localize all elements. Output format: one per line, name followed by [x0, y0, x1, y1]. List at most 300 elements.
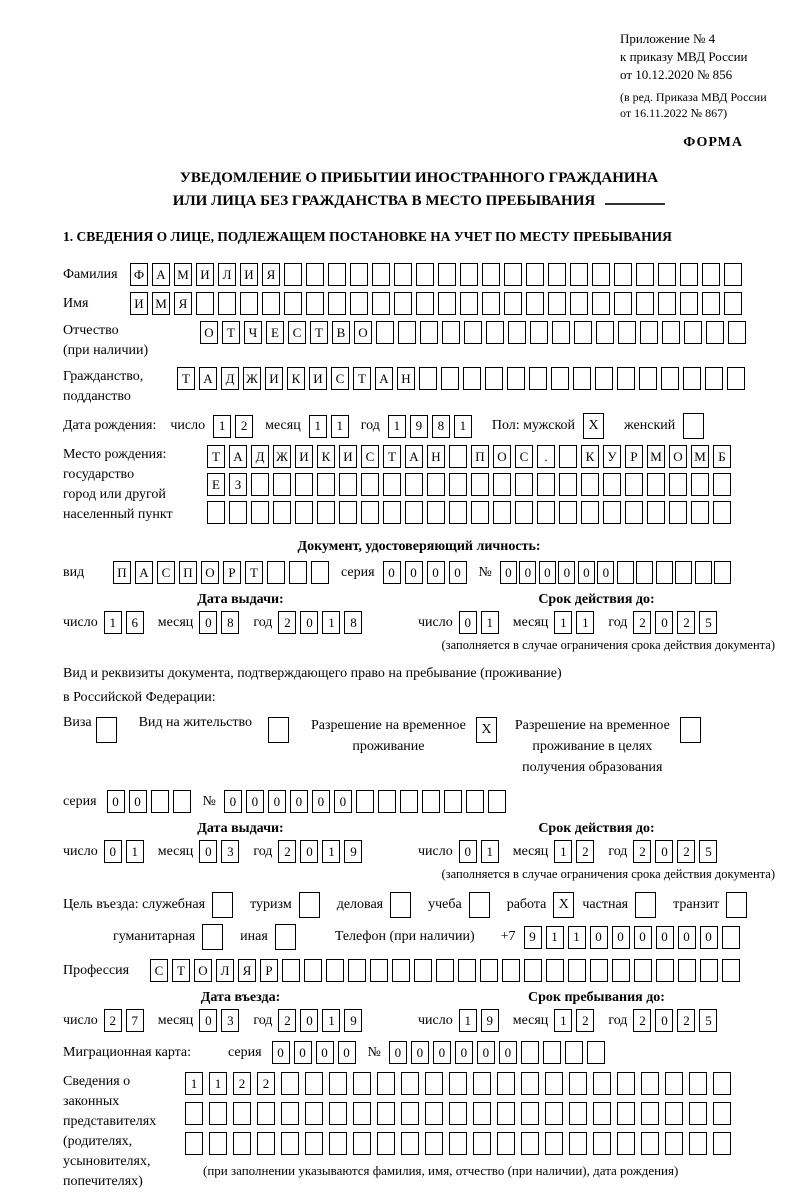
char-box[interactable]	[449, 445, 467, 468]
char-box[interactable]	[268, 717, 289, 743]
char-box[interactable]	[353, 1102, 371, 1125]
char-box[interactable]	[548, 263, 566, 286]
char-box[interactable]: К	[581, 445, 599, 468]
char-box[interactable]	[392, 959, 410, 982]
char-box[interactable]	[471, 501, 489, 524]
char-box[interactable]: Т	[207, 445, 225, 468]
char-box[interactable]	[569, 1132, 587, 1155]
visa-checkbox[interactable]	[96, 717, 121, 743]
char-box[interactable]	[233, 1132, 251, 1155]
char-box[interactable]	[691, 501, 709, 524]
char-box[interactable]	[251, 473, 269, 496]
surname-boxes[interactable]	[130, 263, 746, 286]
char-box[interactable]: 2	[677, 840, 695, 863]
char-box[interactable]	[394, 292, 412, 315]
char-box[interactable]: 1	[568, 926, 586, 949]
char-box[interactable]	[370, 959, 388, 982]
char-box[interactable]	[635, 892, 656, 918]
char-box[interactable]	[678, 959, 696, 982]
char-box[interactable]	[587, 1041, 605, 1064]
char-box[interactable]: Е	[266, 321, 284, 344]
char-box[interactable]: 0	[655, 611, 673, 634]
char-box[interactable]	[545, 1132, 563, 1155]
char-box[interactable]: 1	[459, 1009, 477, 1032]
char-box[interactable]: 0	[411, 1041, 429, 1064]
char-box[interactable]	[419, 367, 437, 390]
char-box[interactable]	[207, 501, 225, 524]
char-box[interactable]	[306, 263, 324, 286]
char-box[interactable]: П	[113, 561, 131, 584]
char-box[interactable]	[680, 292, 698, 315]
res-number-boxes[interactable]	[224, 790, 510, 813]
char-box[interactable]	[469, 892, 490, 918]
res-issue-year-boxes[interactable]	[278, 840, 366, 863]
char-box[interactable]: X	[476, 717, 497, 743]
char-box[interactable]	[463, 367, 481, 390]
char-box[interactable]: 2	[576, 1009, 594, 1032]
char-box[interactable]	[573, 367, 591, 390]
char-box[interactable]: 0	[433, 1041, 451, 1064]
stay-day-boxes[interactable]	[459, 1009, 503, 1032]
char-box[interactable]	[372, 292, 390, 315]
char-box[interactable]: 8	[344, 611, 362, 634]
char-box[interactable]	[442, 321, 460, 344]
char-box[interactable]	[545, 1102, 563, 1125]
char-box[interactable]: 2	[677, 1009, 695, 1032]
char-box[interactable]	[521, 1132, 539, 1155]
char-box[interactable]: Л	[218, 263, 236, 286]
char-box[interactable]: 1	[331, 415, 349, 438]
char-box[interactable]: 0	[519, 561, 536, 584]
char-box[interactable]	[438, 292, 456, 315]
entry-day-boxes[interactable]	[104, 1009, 148, 1032]
char-box[interactable]: 0	[199, 1009, 217, 1032]
temp-permit-checkbox[interactable]	[476, 717, 501, 743]
char-box[interactable]	[427, 501, 445, 524]
char-box[interactable]	[683, 367, 701, 390]
char-box[interactable]: О	[194, 959, 212, 982]
char-box[interactable]: 0	[597, 561, 614, 584]
char-box[interactable]	[559, 445, 577, 468]
char-box[interactable]	[361, 473, 379, 496]
sex-male-checkbox[interactable]	[583, 413, 608, 439]
char-box[interactable]: Т	[177, 367, 195, 390]
char-box[interactable]	[728, 321, 746, 344]
char-box[interactable]: Т	[245, 561, 263, 584]
char-box[interactable]	[617, 561, 634, 584]
char-box[interactable]	[568, 959, 586, 982]
char-box[interactable]	[317, 473, 335, 496]
res-issue-month-boxes[interactable]	[199, 840, 243, 863]
name-boxes[interactable]	[130, 292, 746, 315]
char-box[interactable]	[504, 292, 522, 315]
char-box[interactable]	[329, 1132, 347, 1155]
char-box[interactable]	[473, 1132, 491, 1155]
char-box[interactable]	[593, 1132, 611, 1155]
char-box[interactable]: 9	[481, 1009, 499, 1032]
char-box[interactable]: 2	[633, 840, 651, 863]
char-box[interactable]	[625, 473, 643, 496]
char-box[interactable]: Е	[207, 473, 225, 496]
char-box[interactable]: 0	[383, 561, 401, 584]
char-box[interactable]	[218, 292, 236, 315]
char-box[interactable]: 0	[389, 1041, 407, 1064]
purpose-study-checkbox[interactable]	[469, 892, 494, 918]
purpose-tourism-checkbox[interactable]	[299, 892, 324, 918]
char-box[interactable]: 1	[454, 415, 472, 438]
char-box[interactable]: 0	[455, 1041, 473, 1064]
char-box[interactable]	[257, 1132, 275, 1155]
char-box[interactable]	[273, 473, 291, 496]
char-box[interactable]	[537, 473, 555, 496]
citizenship-boxes[interactable]	[177, 367, 749, 390]
char-box[interactable]	[521, 1102, 539, 1125]
char-box[interactable]	[427, 473, 445, 496]
char-box[interactable]: 1	[209, 1072, 227, 1095]
char-box[interactable]	[515, 501, 533, 524]
char-box[interactable]	[441, 367, 459, 390]
char-box[interactable]	[295, 473, 313, 496]
char-box[interactable]	[592, 263, 610, 286]
char-box[interactable]	[497, 1102, 515, 1125]
char-box[interactable]	[617, 1102, 635, 1125]
char-box[interactable]	[669, 473, 687, 496]
char-box[interactable]: Т	[353, 367, 371, 390]
char-box[interactable]: Л	[216, 959, 234, 982]
char-box[interactable]: 0	[272, 1041, 290, 1064]
char-box[interactable]: В	[332, 321, 350, 344]
char-box[interactable]	[376, 321, 394, 344]
char-box[interactable]	[684, 321, 702, 344]
char-box[interactable]	[329, 1102, 347, 1125]
doc-type-boxes[interactable]	[113, 561, 333, 584]
char-box[interactable]	[569, 1102, 587, 1125]
char-box[interactable]: 1	[481, 611, 499, 634]
mig-number-boxes[interactable]	[389, 1041, 609, 1064]
purpose-business-checkbox[interactable]	[390, 892, 415, 918]
char-box[interactable]	[383, 473, 401, 496]
char-box[interactable]: А	[405, 445, 423, 468]
char-box[interactable]: Р	[625, 445, 643, 468]
char-box[interactable]	[449, 501, 467, 524]
birth-month-boxes[interactable]	[309, 415, 353, 438]
char-box[interactable]: 1	[213, 415, 231, 438]
char-box[interactable]: З	[229, 473, 247, 496]
char-box[interactable]	[449, 1102, 467, 1125]
char-box[interactable]: Б	[713, 445, 731, 468]
phone-boxes[interactable]	[524, 926, 744, 949]
char-box[interactable]	[422, 790, 440, 813]
char-box[interactable]: 0	[338, 1041, 356, 1064]
char-box[interactable]	[617, 1132, 635, 1155]
char-box[interactable]: 1	[554, 611, 572, 634]
char-box[interactable]	[552, 321, 570, 344]
char-box[interactable]	[405, 501, 423, 524]
char-box[interactable]: Ч	[244, 321, 262, 344]
res-series-boxes[interactable]	[107, 790, 195, 813]
char-box[interactable]	[647, 473, 665, 496]
char-box[interactable]: Н	[427, 445, 445, 468]
char-box[interactable]	[488, 790, 506, 813]
char-box[interactable]	[537, 501, 555, 524]
char-box[interactable]: М	[691, 445, 709, 468]
char-box[interactable]	[656, 959, 674, 982]
representatives-line-3[interactable]	[185, 1132, 737, 1155]
char-box[interactable]: 0	[334, 790, 352, 813]
char-box[interactable]	[438, 263, 456, 286]
char-box[interactable]	[713, 1102, 731, 1125]
char-box[interactable]	[603, 501, 621, 524]
char-box[interactable]	[460, 292, 478, 315]
char-box[interactable]	[317, 501, 335, 524]
char-box[interactable]	[401, 1072, 419, 1095]
char-box[interactable]: Я	[174, 292, 192, 315]
char-box[interactable]: О	[493, 445, 511, 468]
char-box[interactable]	[521, 1072, 539, 1095]
char-box[interactable]	[464, 321, 482, 344]
char-box[interactable]	[458, 959, 476, 982]
doc-series-boxes[interactable]	[383, 561, 471, 584]
char-box[interactable]	[339, 501, 357, 524]
char-box[interactable]	[714, 561, 731, 584]
char-box[interactable]: Р	[260, 959, 278, 982]
char-box[interactable]	[665, 1132, 683, 1155]
char-box[interactable]	[311, 561, 329, 584]
char-box[interactable]	[350, 263, 368, 286]
char-box[interactable]	[185, 1132, 203, 1155]
char-box[interactable]	[466, 790, 484, 813]
char-box[interactable]	[722, 959, 740, 982]
char-box[interactable]	[262, 292, 280, 315]
char-box[interactable]: 1	[322, 1009, 340, 1032]
char-box[interactable]: О	[201, 561, 219, 584]
char-box[interactable]: 1	[104, 611, 122, 634]
char-box[interactable]	[305, 1072, 323, 1095]
char-box[interactable]	[377, 1132, 395, 1155]
res-valid-day-boxes[interactable]	[459, 840, 503, 863]
char-box[interactable]	[526, 263, 544, 286]
sex-female-checkbox[interactable]	[683, 413, 708, 439]
char-box[interactable]	[281, 1072, 299, 1095]
char-box[interactable]	[377, 1072, 395, 1095]
char-box[interactable]: 0	[268, 790, 286, 813]
doc-issue-month-boxes[interactable]	[199, 611, 243, 634]
char-box[interactable]	[647, 501, 665, 524]
char-box[interactable]: 0	[312, 790, 330, 813]
char-box[interactable]	[305, 1132, 323, 1155]
char-box[interactable]: А	[152, 263, 170, 286]
char-box[interactable]	[634, 959, 652, 982]
char-box[interactable]	[480, 959, 498, 982]
char-box[interactable]	[449, 1132, 467, 1155]
char-box[interactable]: А	[229, 445, 247, 468]
edu-permit-checkbox[interactable]	[680, 717, 705, 743]
purpose-private-checkbox[interactable]	[635, 892, 660, 918]
char-box[interactable]: 0	[246, 790, 264, 813]
char-box[interactable]	[284, 292, 302, 315]
char-box[interactable]: И	[295, 445, 313, 468]
char-box[interactable]: 2	[257, 1072, 275, 1095]
char-box[interactable]	[593, 1102, 611, 1125]
char-box[interactable]: Т	[310, 321, 328, 344]
char-box[interactable]	[641, 1102, 659, 1125]
char-box[interactable]	[390, 892, 411, 918]
char-box[interactable]: 0	[590, 926, 608, 949]
char-box[interactable]: А	[375, 367, 393, 390]
char-box[interactable]	[425, 1102, 443, 1125]
char-box[interactable]: 1	[388, 415, 406, 438]
char-box[interactable]	[471, 473, 489, 496]
char-box[interactable]: Т	[222, 321, 240, 344]
char-box[interactable]: 0	[224, 790, 242, 813]
char-box[interactable]	[625, 501, 643, 524]
char-box[interactable]: 2	[633, 611, 651, 634]
char-box[interactable]	[398, 321, 416, 344]
char-box[interactable]	[639, 367, 657, 390]
char-box[interactable]	[436, 959, 454, 982]
char-box[interactable]: 0	[300, 1009, 318, 1032]
char-box[interactable]: 0	[459, 840, 477, 863]
char-box[interactable]	[306, 292, 324, 315]
char-box[interactable]: 0	[199, 840, 217, 863]
residence-permit-checkbox[interactable]	[268, 717, 293, 743]
char-box[interactable]	[641, 1132, 659, 1155]
char-box[interactable]: Ф	[130, 263, 148, 286]
char-box[interactable]: О	[200, 321, 218, 344]
char-box[interactable]	[202, 924, 223, 950]
char-box[interactable]: И	[196, 263, 214, 286]
char-box[interactable]	[405, 473, 423, 496]
birth-place-line-1[interactable]	[207, 445, 735, 468]
char-box[interactable]	[665, 1102, 683, 1125]
char-box[interactable]: С	[361, 445, 379, 468]
char-box[interactable]	[482, 292, 500, 315]
char-box[interactable]: С	[515, 445, 533, 468]
doc-valid-day-boxes[interactable]	[459, 611, 503, 634]
char-box[interactable]	[486, 321, 504, 344]
char-box[interactable]: X	[553, 892, 574, 918]
char-box[interactable]: 8	[432, 415, 450, 438]
birth-day-boxes[interactable]	[213, 415, 257, 438]
char-box[interactable]	[640, 321, 658, 344]
char-box[interactable]	[529, 367, 547, 390]
char-box[interactable]	[353, 1132, 371, 1155]
char-box[interactable]: 1	[322, 611, 340, 634]
char-box[interactable]	[361, 501, 379, 524]
char-box[interactable]	[281, 1132, 299, 1155]
res-issue-day-boxes[interactable]	[104, 840, 148, 863]
char-box[interactable]: 3	[221, 840, 239, 863]
char-box[interactable]: 1	[185, 1072, 203, 1095]
char-box[interactable]: Д	[221, 367, 239, 390]
char-box[interactable]: 9	[344, 1009, 362, 1032]
char-box[interactable]: 0	[300, 611, 318, 634]
doc-valid-month-boxes[interactable]	[554, 611, 598, 634]
char-box[interactable]: 1	[554, 1009, 572, 1032]
char-box[interactable]	[521, 1041, 539, 1064]
char-box[interactable]	[661, 367, 679, 390]
char-box[interactable]	[353, 1072, 371, 1095]
char-box[interactable]: 9	[524, 926, 542, 949]
char-box[interactable]: 0	[405, 561, 423, 584]
char-box[interactable]	[502, 959, 520, 982]
char-box[interactable]	[284, 263, 302, 286]
char-box[interactable]: С	[157, 561, 175, 584]
char-box[interactable]	[504, 263, 522, 286]
char-box[interactable]	[548, 292, 566, 315]
char-box[interactable]: .	[537, 445, 555, 468]
char-box[interactable]	[328, 263, 346, 286]
char-box[interactable]	[416, 263, 434, 286]
entry-year-boxes[interactable]	[278, 1009, 366, 1032]
char-box[interactable]: И	[130, 292, 148, 315]
char-box[interactable]	[209, 1132, 227, 1155]
char-box[interactable]	[559, 473, 577, 496]
char-box[interactable]: С	[150, 959, 168, 982]
char-box[interactable]	[151, 790, 169, 813]
char-box[interactable]: 0	[500, 561, 517, 584]
char-box[interactable]	[683, 413, 704, 439]
char-box[interactable]: Ж	[243, 367, 261, 390]
char-box[interactable]	[595, 367, 613, 390]
char-box[interactable]: 1	[481, 840, 499, 863]
char-box[interactable]	[493, 501, 511, 524]
char-box[interactable]	[229, 501, 247, 524]
char-box[interactable]	[212, 892, 233, 918]
char-box[interactable]: А	[199, 367, 217, 390]
char-box[interactable]	[581, 501, 599, 524]
char-box[interactable]: 2	[633, 1009, 651, 1032]
char-box[interactable]	[282, 959, 300, 982]
char-box[interactable]	[662, 321, 680, 344]
char-box[interactable]	[328, 292, 346, 315]
char-box[interactable]	[689, 1102, 707, 1125]
char-box[interactable]: П	[179, 561, 197, 584]
purpose-humanitarian-checkbox[interactable]	[202, 924, 227, 950]
char-box[interactable]	[339, 473, 357, 496]
char-box[interactable]: 2	[235, 415, 253, 438]
char-box[interactable]	[299, 892, 320, 918]
char-box[interactable]: 6	[126, 611, 144, 634]
char-box[interactable]	[425, 1132, 443, 1155]
char-box[interactable]	[485, 367, 503, 390]
char-box[interactable]	[449, 1072, 467, 1095]
char-box[interactable]: И	[265, 367, 283, 390]
char-box[interactable]	[722, 926, 740, 949]
char-box[interactable]	[612, 959, 630, 982]
res-valid-year-boxes[interactable]	[633, 840, 721, 863]
char-box[interactable]	[493, 473, 511, 496]
birth-place-line-3[interactable]	[207, 501, 735, 524]
char-box[interactable]	[617, 367, 635, 390]
birth-place-line-2[interactable]	[207, 473, 735, 496]
char-box[interactable]	[656, 561, 673, 584]
char-box[interactable]: 0	[294, 1041, 312, 1064]
char-box[interactable]	[524, 959, 542, 982]
char-box[interactable]: Я	[262, 263, 280, 286]
char-box[interactable]: Т	[383, 445, 401, 468]
char-box[interactable]	[689, 1072, 707, 1095]
char-box[interactable]: 2	[278, 611, 296, 634]
char-box[interactable]	[348, 959, 366, 982]
char-box[interactable]: С	[331, 367, 349, 390]
char-box[interactable]: 0	[129, 790, 147, 813]
char-box[interactable]	[665, 1072, 683, 1095]
char-box[interactable]: 0	[107, 790, 125, 813]
char-box[interactable]	[295, 501, 313, 524]
char-box[interactable]: 0	[427, 561, 445, 584]
char-box[interactable]	[377, 1102, 395, 1125]
